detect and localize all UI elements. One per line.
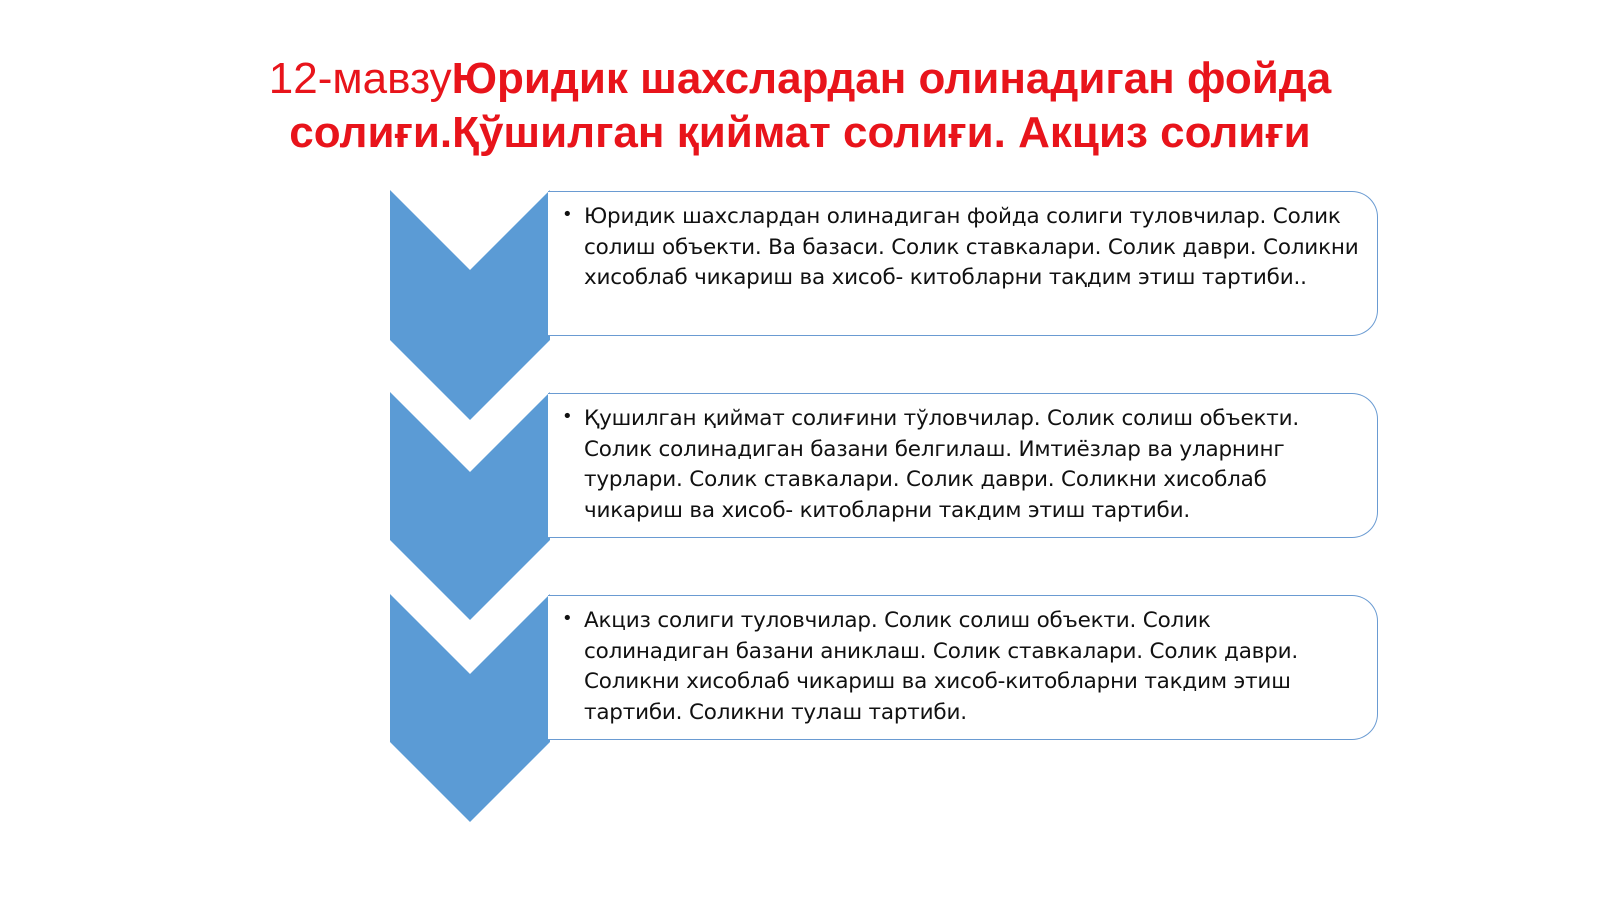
step-text-1: Юридик шахслардан олинадиган фойда солиги туловчилар. Солик солиш объекти. Ва базаси. Солик ставкалари. Солик даври. Соликни хисоблаб чикариш ва хисоб- китобларни тақдим этиш тартиби..	[584, 204, 1359, 290]
step-box-3	[548, 595, 1378, 740]
step-text-3: Акциз солиги туловчилар. Солик солиш объекти. Солик солинадиган базани аниклаш. Солик ставкалари. Солик даври. Соликни хисоблаб чикариш ва хисоб-китобларни такдим этиш тартиби. Соликни тулаш тартиби.	[584, 608, 1299, 725]
title-prefix: 12-мавзу	[268, 54, 452, 103]
title-main: Юридик шахслардан олинадиган фойда солиғи.Қўшилган қиймат солиғи. Акциз солиғи	[289, 54, 1332, 157]
step-box-1	[548, 191, 1378, 336]
bullet-2: •	[562, 406, 573, 427]
step-box-2	[548, 393, 1378, 538]
bullet-3: •	[562, 608, 573, 629]
chevron-step-3	[390, 594, 550, 822]
bullet-1: •	[562, 204, 573, 225]
chevron-step-1	[390, 190, 550, 420]
chevron-step-2	[390, 392, 550, 620]
step-text-2: Қушилган қиймат солиғини тўловчилар. Солик солиш объекти. Солик солинадиган базани белгилаш. Имтиёзлар ва уларнинг турлари. Солик ставкалари. Солик даври. Соликни хисоблаб чикариш ва хисоб- китобларни такдим этиш тартиби.	[584, 406, 1300, 523]
